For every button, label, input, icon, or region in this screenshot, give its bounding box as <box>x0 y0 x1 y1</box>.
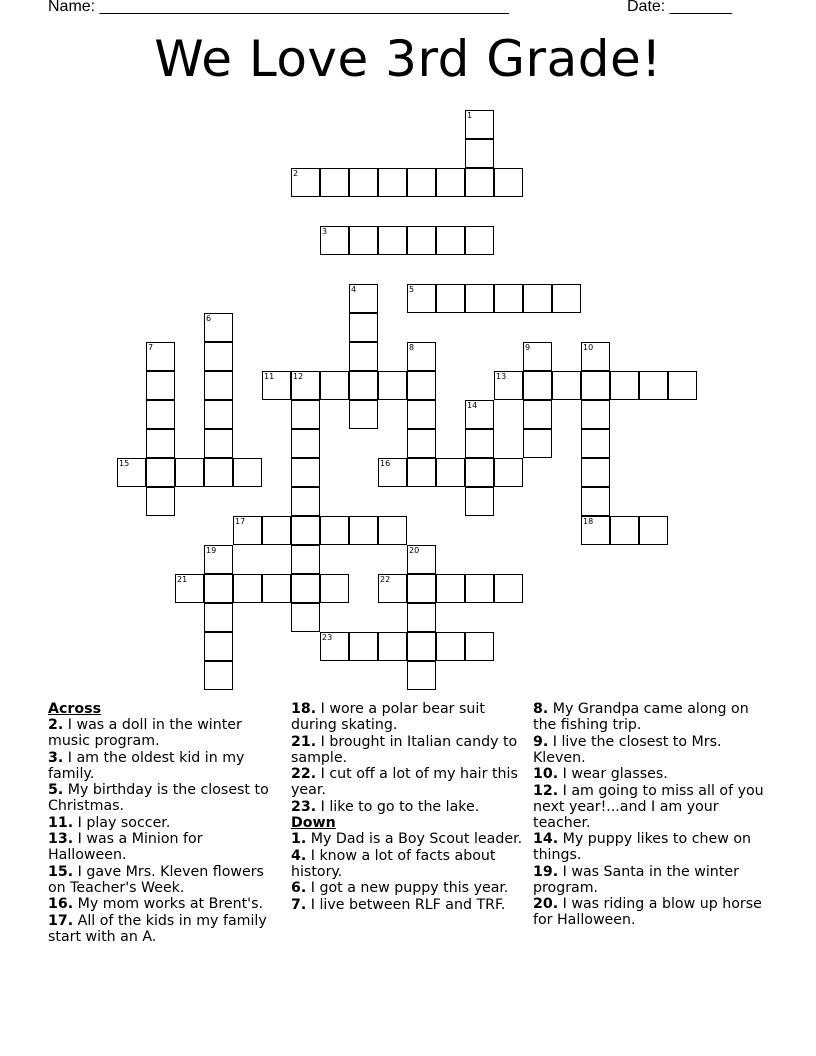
grid-cell[interactable] <box>436 284 465 313</box>
grid-cell[interactable] <box>581 458 610 487</box>
across-clue <box>291 701 527 733</box>
grid-cell[interactable] <box>291 400 320 429</box>
grid-cell[interactable] <box>378 226 407 255</box>
clue-number-label: 23. <box>291 798 317 815</box>
down-clue <box>291 831 527 847</box>
grid-cell[interactable] <box>407 226 436 255</box>
grid-cell[interactable] <box>320 516 349 545</box>
grid-cell[interactable] <box>204 458 233 487</box>
grid-cell[interactable] <box>465 632 494 661</box>
clue-text: I know a lot of facts about history. <box>291 847 496 880</box>
grid-cell[interactable] <box>349 313 378 342</box>
clue-number-label: 2. <box>48 717 64 733</box>
clue-number: 14 <box>467 401 478 410</box>
grid-cell[interactable] <box>320 168 349 197</box>
grid-cell[interactable] <box>204 342 233 371</box>
grid-cell[interactable] <box>320 574 349 603</box>
clue-text: I am going to miss all of you next year!...and I am your teacher. <box>533 782 764 831</box>
grid-cell[interactable] <box>581 371 610 400</box>
page-title: We Love 3rd Grade! <box>154 30 662 88</box>
clue-text: I live between RLF and TRF. <box>306 896 506 913</box>
grid-cell[interactable] <box>465 139 494 168</box>
grid-cell[interactable] <box>204 371 233 400</box>
clue-number-label: 8. <box>533 701 549 717</box>
grid-cell[interactable] <box>523 371 552 400</box>
grid-cell[interactable] <box>494 284 523 313</box>
grid-cell[interactable] <box>639 371 668 400</box>
grid-cell[interactable] <box>407 400 436 429</box>
clue-number-label: 13. <box>48 831 74 847</box>
across-clue <box>291 766 527 798</box>
grid-cell[interactable] <box>552 284 581 313</box>
across-clue <box>291 734 527 766</box>
grid-cell[interactable] <box>320 371 349 400</box>
clue-text: I was riding a blow up horse for Halloween. <box>533 896 762 928</box>
across-clue <box>48 864 284 896</box>
clue-number: 10 <box>583 343 594 352</box>
clue-text: I like to go to the lake. <box>316 798 480 815</box>
grid-cell[interactable] <box>465 487 494 516</box>
clue-number-label: 9. <box>533 733 549 750</box>
grid-cell[interactable] <box>146 400 175 429</box>
grid-cell[interactable] <box>378 371 407 400</box>
clue-number: 18 <box>583 517 594 526</box>
across-clue <box>291 799 527 815</box>
grid-cell[interactable] <box>494 574 523 603</box>
clue-number-label: 10. <box>533 766 559 782</box>
across-clue <box>48 717 284 749</box>
grid-cell[interactable] <box>146 371 175 400</box>
grid-cell[interactable] <box>581 429 610 458</box>
grid-cell[interactable] <box>465 284 494 313</box>
grid-cell[interactable] <box>436 226 465 255</box>
grid-cell[interactable] <box>465 429 494 458</box>
grid-cell[interactable] <box>204 400 233 429</box>
across-clue <box>48 750 284 782</box>
clue-number: 12 <box>293 372 304 381</box>
clue-text: I got a new puppy this year. <box>306 880 509 896</box>
down-clue <box>291 897 527 913</box>
grid-cell[interactable] <box>349 342 378 371</box>
grid-cell[interactable] <box>349 632 378 661</box>
grid-cell[interactable] <box>291 458 320 487</box>
grid-cell[interactable] <box>407 603 436 632</box>
clue-number-label: 12. <box>533 782 559 799</box>
clue-number: 2 <box>293 169 299 178</box>
clue-text: My Grandpa came along on the fishing trip. <box>533 701 749 733</box>
down-clue <box>533 896 769 928</box>
grid-cell[interactable] <box>465 168 494 197</box>
clue-number-label: 15. <box>48 863 74 880</box>
clue-number: 22 <box>380 575 391 584</box>
grid-cell[interactable] <box>523 342 552 371</box>
down-clue <box>533 701 769 733</box>
grid-cell[interactable] <box>494 371 523 400</box>
down-clue <box>533 783 769 831</box>
clue-number-label: 20. <box>533 896 559 912</box>
grid-cell[interactable] <box>175 574 204 603</box>
clue-number-label: 16. <box>48 896 74 912</box>
grid-cell[interactable] <box>204 313 233 342</box>
down-clue <box>291 880 527 896</box>
clue-text: My birthday is the closest to Christmas. <box>48 782 269 814</box>
grid-cell[interactable] <box>378 516 407 545</box>
grid-cell[interactable] <box>407 342 436 371</box>
across-clue <box>48 896 284 912</box>
grid-cell[interactable] <box>407 458 436 487</box>
grid-cell[interactable] <box>175 458 204 487</box>
grid-cell[interactable] <box>523 429 552 458</box>
grid-cell[interactable] <box>436 458 465 487</box>
down-heading: Down <box>291 815 336 831</box>
grid-cell[interactable] <box>349 371 378 400</box>
grid-cell[interactable] <box>407 168 436 197</box>
grid-cell[interactable] <box>407 661 436 690</box>
clue-text: I was Santa in the winter program. <box>533 863 739 896</box>
grid-cell[interactable] <box>204 545 233 574</box>
clue-number-label: 7. <box>291 896 307 913</box>
grid-cell[interactable] <box>407 429 436 458</box>
clue-column-1 <box>48 701 284 945</box>
grid-cell[interactable] <box>291 429 320 458</box>
clue-text: I wear glasses. <box>558 766 668 782</box>
across-clue <box>48 831 284 863</box>
grid-cell[interactable] <box>465 226 494 255</box>
clue-number-label: 14. <box>533 831 559 847</box>
grid-cell[interactable] <box>349 284 378 313</box>
clue-number-label: 1. <box>291 831 307 847</box>
grid-cell[interactable] <box>349 400 378 429</box>
grid-cell[interactable] <box>436 168 465 197</box>
grid-cell[interactable] <box>291 545 320 574</box>
grid-cell[interactable] <box>262 574 291 603</box>
grid-cell[interactable] <box>465 458 494 487</box>
clue-text: My Dad is a Boy Scout leader. <box>306 831 523 847</box>
grid-cell[interactable] <box>610 371 639 400</box>
grid-cell[interactable] <box>320 632 349 661</box>
clue-number-label: 5. <box>48 782 64 798</box>
clue-number: 8 <box>409 343 415 352</box>
clue-number-label: 4. <box>291 847 307 864</box>
clue-text: My puppy likes to chew on things. <box>533 831 751 863</box>
grid-cell[interactable] <box>465 400 494 429</box>
across-clue <box>48 913 284 945</box>
grid-cell[interactable] <box>291 371 320 400</box>
grid-cell[interactable] <box>204 661 233 690</box>
clue-number-label: 3. <box>48 749 64 766</box>
grid-cell[interactable] <box>494 458 523 487</box>
grid-cell[interactable] <box>581 487 610 516</box>
grid-cell[interactable] <box>407 545 436 574</box>
name-field-label[interactable]: Name: ______________________________________________ <box>48 0 509 15</box>
clue-number: 1 <box>467 111 473 120</box>
grid-cell[interactable] <box>378 458 407 487</box>
grid-cell[interactable] <box>494 168 523 197</box>
grid-cell[interactable] <box>407 371 436 400</box>
clue-text: I was a doll in the winter music program. <box>48 717 242 749</box>
grid-cell[interactable] <box>291 168 320 197</box>
grid-cell[interactable] <box>378 574 407 603</box>
clue-number: 17 <box>235 517 246 526</box>
grid-cell[interactable] <box>291 603 320 632</box>
down-clue <box>533 734 769 766</box>
clue-number: 15 <box>119 459 130 468</box>
grid-cell[interactable] <box>204 429 233 458</box>
grid-cell[interactable] <box>146 342 175 371</box>
clue-number: 20 <box>409 546 420 555</box>
grid-cell[interactable] <box>233 458 262 487</box>
clue-number: 5 <box>409 285 415 294</box>
clue-text: I was a Minion for Halloween. <box>48 831 203 863</box>
grid-cell[interactable] <box>291 574 320 603</box>
grid-cell[interactable] <box>291 487 320 516</box>
grid-cell[interactable] <box>436 574 465 603</box>
grid-cell[interactable] <box>378 632 407 661</box>
clue-number: 6 <box>206 314 212 323</box>
clue-number: 16 <box>380 459 391 468</box>
grid-cell[interactable] <box>407 574 436 603</box>
grid-cell[interactable] <box>639 516 668 545</box>
date-field-label[interactable]: Date: _______ <box>627 0 732 15</box>
clue-number: 3 <box>322 227 328 236</box>
down-clue <box>533 831 769 863</box>
clue-number-label: 11. <box>48 814 74 831</box>
grid-cell[interactable] <box>349 516 378 545</box>
clue-number: 21 <box>177 575 188 584</box>
grid-cell[interactable] <box>146 458 175 487</box>
grid-cell[interactable] <box>349 168 378 197</box>
grid-cell[interactable] <box>465 110 494 139</box>
grid-cell[interactable] <box>581 342 610 371</box>
clue-text: I gave Mrs. Kleven flowers on Teacher's Week. <box>48 863 264 896</box>
clue-number-label: 22. <box>291 766 317 782</box>
grid-cell[interactable] <box>204 632 233 661</box>
grid-cell[interactable] <box>204 574 233 603</box>
down-clue <box>533 864 769 896</box>
grid-cell[interactable] <box>581 400 610 429</box>
clue-number: 11 <box>264 372 275 381</box>
grid-cell[interactable] <box>117 458 146 487</box>
clue-text: All of the kids in my family start with an A. <box>48 912 267 945</box>
across-heading: Across <box>48 701 102 717</box>
across-clue <box>48 815 284 831</box>
clue-number: 13 <box>496 372 507 381</box>
grid-cell[interactable] <box>233 574 262 603</box>
grid-cell[interactable] <box>233 516 262 545</box>
clue-column-3 <box>533 701 769 929</box>
down-clue <box>533 766 769 782</box>
clue-number-label: 19. <box>533 863 559 880</box>
grid-cell[interactable] <box>523 284 552 313</box>
grid-cell[interactable] <box>523 400 552 429</box>
down-clue <box>291 848 527 880</box>
clue-number: 23 <box>322 633 333 642</box>
grid-cell[interactable] <box>581 516 610 545</box>
grid-cell[interactable] <box>378 168 407 197</box>
grid-cell[interactable] <box>465 574 494 603</box>
clue-text: I brought in Italian candy to sample. <box>291 733 518 766</box>
grid-cell[interactable] <box>436 632 465 661</box>
grid-cell[interactable] <box>146 429 175 458</box>
grid-cell[interactable] <box>610 516 639 545</box>
clue-number: 19 <box>206 546 217 555</box>
grid-cell[interactable] <box>146 487 175 516</box>
grid-cell[interactable] <box>407 632 436 661</box>
clue-number: 4 <box>351 285 357 294</box>
clue-text: My mom works at Brent's. <box>73 896 263 912</box>
grid-cell[interactable] <box>262 516 291 545</box>
clue-text: I wore a polar bear suit during skating. <box>291 701 485 733</box>
clue-number: 9 <box>525 343 531 352</box>
clue-text: I am the oldest kid in my family. <box>48 749 245 782</box>
grid-cell[interactable] <box>262 371 291 400</box>
clue-number-label: 18. <box>291 701 317 717</box>
clue-number-label: 17. <box>48 912 74 929</box>
clue-column-2 <box>291 701 527 913</box>
grid-cell[interactable] <box>291 516 320 545</box>
clue-number: 7 <box>148 343 154 352</box>
grid-cell[interactable] <box>552 371 581 400</box>
grid-cell[interactable] <box>668 371 697 400</box>
across-clue <box>48 782 284 814</box>
clue-number-label: 6. <box>291 880 307 896</box>
clue-text: I cut off a lot of my hair this year. <box>291 766 518 798</box>
clue-number-label: 21. <box>291 733 317 750</box>
grid-cell[interactable] <box>204 603 233 632</box>
clue-text: I live the closest to Mrs. Kleven. <box>533 733 722 766</box>
clue-text: I play soccer. <box>73 814 171 831</box>
grid-cell[interactable] <box>320 226 349 255</box>
grid-cell[interactable] <box>349 226 378 255</box>
grid-cell[interactable] <box>407 284 436 313</box>
